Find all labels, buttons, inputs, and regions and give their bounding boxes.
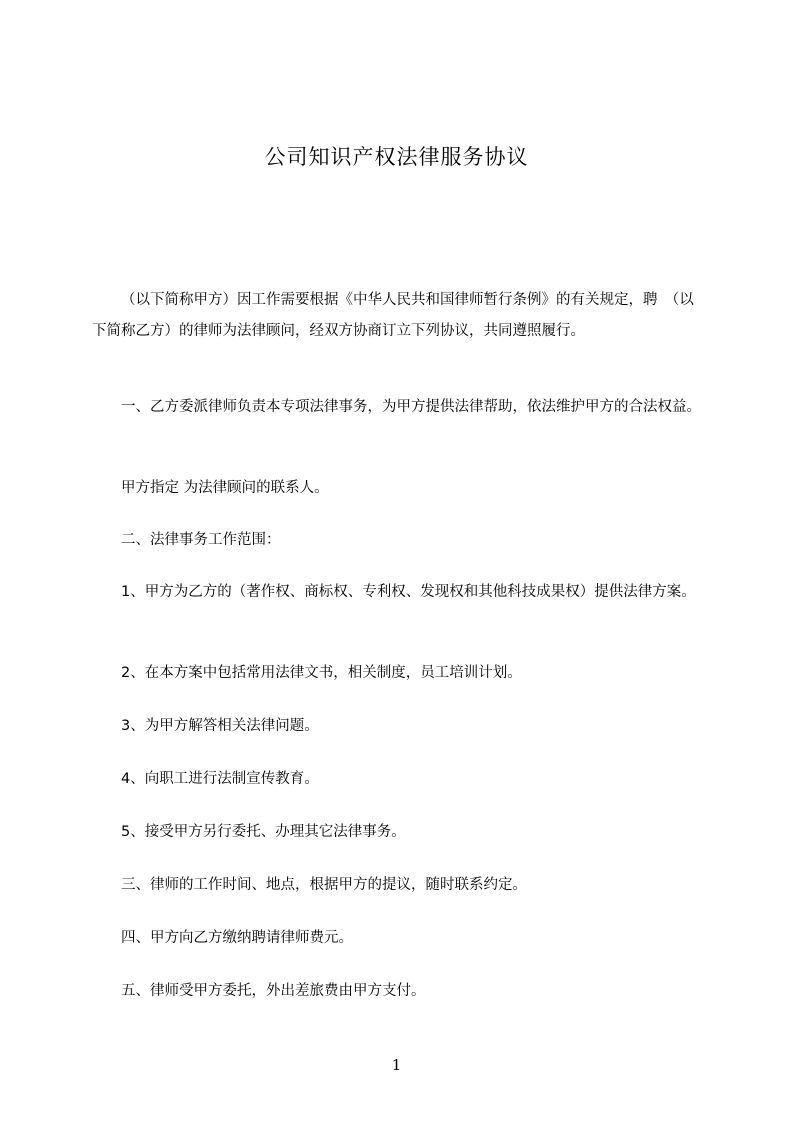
contact-clause: 甲方指定 为法律顾问的联系人。 [121, 480, 329, 496]
document-title: 公司知识产权法律服务协议 [264, 145, 529, 169]
scope-item-3: 3、为甲方解答相关法律问题。 [121, 718, 319, 734]
clause-1: 一、乙方委派律师负责本专项法律事务，为甲方提供法律帮助，依法维护甲方的合法权益。 [121, 399, 701, 415]
clause-4: 四、甲方向乙方缴纳聘请律师费元。 [121, 930, 353, 946]
scope-item-2: 2、在本方案中包括常用法律文书，相关制度，员工培训计划。 [121, 665, 522, 681]
clause-2-heading: 二、法律事务工作范围： [121, 532, 281, 548]
scope-item-5: 5、接受甲方另行委托、办理其它法律事务。 [121, 824, 406, 840]
scope-item-4: 4、向职工进行法制宣传教育。 [121, 771, 319, 787]
clause-3: 三、律师的工作时间、地点，根据甲方的提议，随时联系约定。 [121, 877, 527, 893]
scope-item-1: 1、甲方为乙方的（著作权、商标权、专利权、发现权和其他科技成果权）提供法律方案。 [121, 584, 696, 600]
page-number: 1 [391, 1056, 402, 1074]
clause-5: 五、律师受甲方委托，外出差旅费由甲方支付。 [121, 983, 426, 999]
intro-paragraph: （以下简称甲方）因工作需要根据《中华人民共和国律师暂行条例》的有关规定，聘 （以下简称乙方）的律师为法律顾问，经双方协商订立下列协议，共同遵照履行。 [92, 292, 694, 339]
